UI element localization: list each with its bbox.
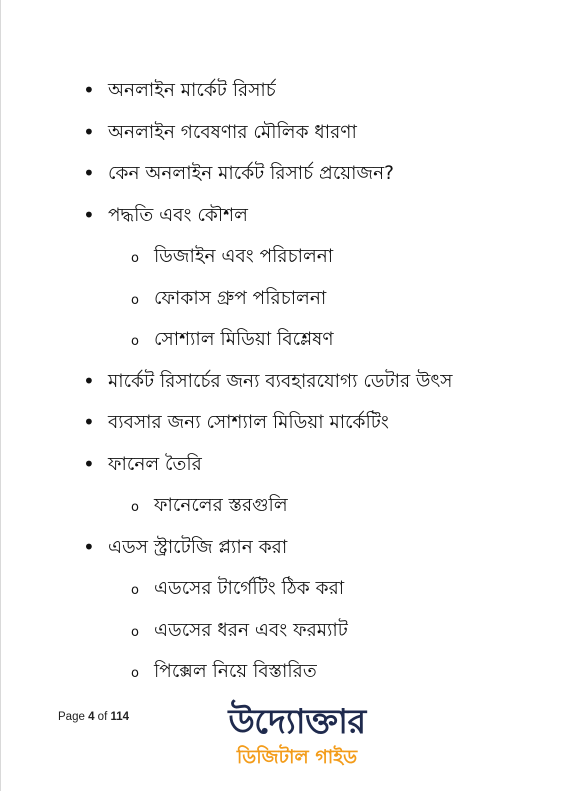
bullet-dot-icon: •: [83, 119, 95, 144]
toc-subitem-text: এডসের ধরন এবং ফরম্যাট: [154, 619, 348, 641]
bullet-circle-icon: o: [131, 334, 139, 349]
bullet-dot-icon: •: [83, 78, 95, 102]
toc-subitem-text: ফানেলের স্তরগুলি: [154, 495, 288, 516]
toc-item-text: এডস স্ট্রাটেজি প্ল্যান করা: [108, 536, 288, 558]
total-pages-number: 114: [110, 711, 130, 723]
toc-subitem: [1, 651, 561, 693]
toc-subitem: [1, 485, 561, 527]
current-page-number: 4: [88, 711, 95, 723]
bullet-circle-icon: o: [131, 251, 139, 266]
bullet-dot-icon: •: [83, 534, 95, 559]
toc-item: [1, 153, 561, 195]
toc-subitem: [1, 568, 561, 610]
toc-subitem-text: এডসের টার্গেটিং ঠিক করা: [154, 578, 345, 599]
of-label: of: [97, 711, 108, 723]
bullet-dot-icon: •: [83, 161, 95, 185]
toc-item-text: পদ্ধতি এবং কৌশল: [108, 204, 248, 226]
page-number: [58, 711, 129, 723]
toc-item-text: ব্যবসার জন্য সোশ্যাল মিডিয়া মার্কেটিং: [108, 412, 389, 433]
logo-main-text: উদ্যোক্তার: [228, 702, 366, 742]
toc-item: [1, 402, 561, 444]
toc-item-text: অনলাইন মার্কেট রিসার্চ: [108, 80, 276, 101]
toc-item: [1, 195, 561, 237]
toc-item-text: কেন অনলাইন মার্কেট রিসার্চ প্রয়োজন?: [108, 163, 394, 184]
logo-sub-text: ডিজিটাল গাইড: [236, 746, 358, 768]
bullet-dot-icon: •: [83, 368, 95, 393]
bullet-dot-icon: •: [83, 202, 95, 227]
toc-subitem-text: সোশ্যাল মিডিয়া বিশ্লেষণ: [154, 329, 334, 350]
bullet-circle-icon: o: [131, 624, 139, 640]
toc-item-text: ফানেল তৈরি: [108, 453, 202, 475]
bullet-circle-icon: o: [131, 500, 139, 515]
bullet-circle-icon: o: [131, 292, 139, 308]
toc-subitem: [1, 278, 561, 320]
bullet-circle-icon: o: [131, 666, 139, 681]
bullet-dot-icon: •: [83, 410, 95, 434]
toc-item: [1, 527, 561, 569]
toc-item-text: মার্কেট রিসার্চের জন্য ব্যবহারযোগ্য ডেটার উৎস: [108, 370, 453, 392]
toc-subitem: [1, 319, 561, 361]
toc-subitem: [1, 236, 561, 278]
table-of-contents: [1, 70, 561, 693]
toc-item: [1, 444, 561, 486]
toc-item: [1, 361, 561, 403]
toc-item-text: অনলাইন গবেষণার মৌলিক ধারণা: [108, 121, 357, 143]
bullet-circle-icon: o: [131, 583, 139, 598]
brand-logo: [227, 700, 367, 782]
toc-subitem: [1, 610, 561, 652]
toc-item: [1, 112, 561, 154]
toc-item: [1, 70, 561, 112]
toc-subitem-text: পিক্সেল নিয়ে বিস্তারিত: [154, 661, 317, 682]
toc-subitem-text: ডিজাইন এবং পরিচালনা: [154, 246, 334, 267]
page-label: Page: [58, 711, 85, 723]
bullet-dot-icon: •: [83, 451, 95, 476]
toc-subitem-text: ফোকাস গ্রুপ পরিচালনা: [154, 287, 327, 309]
